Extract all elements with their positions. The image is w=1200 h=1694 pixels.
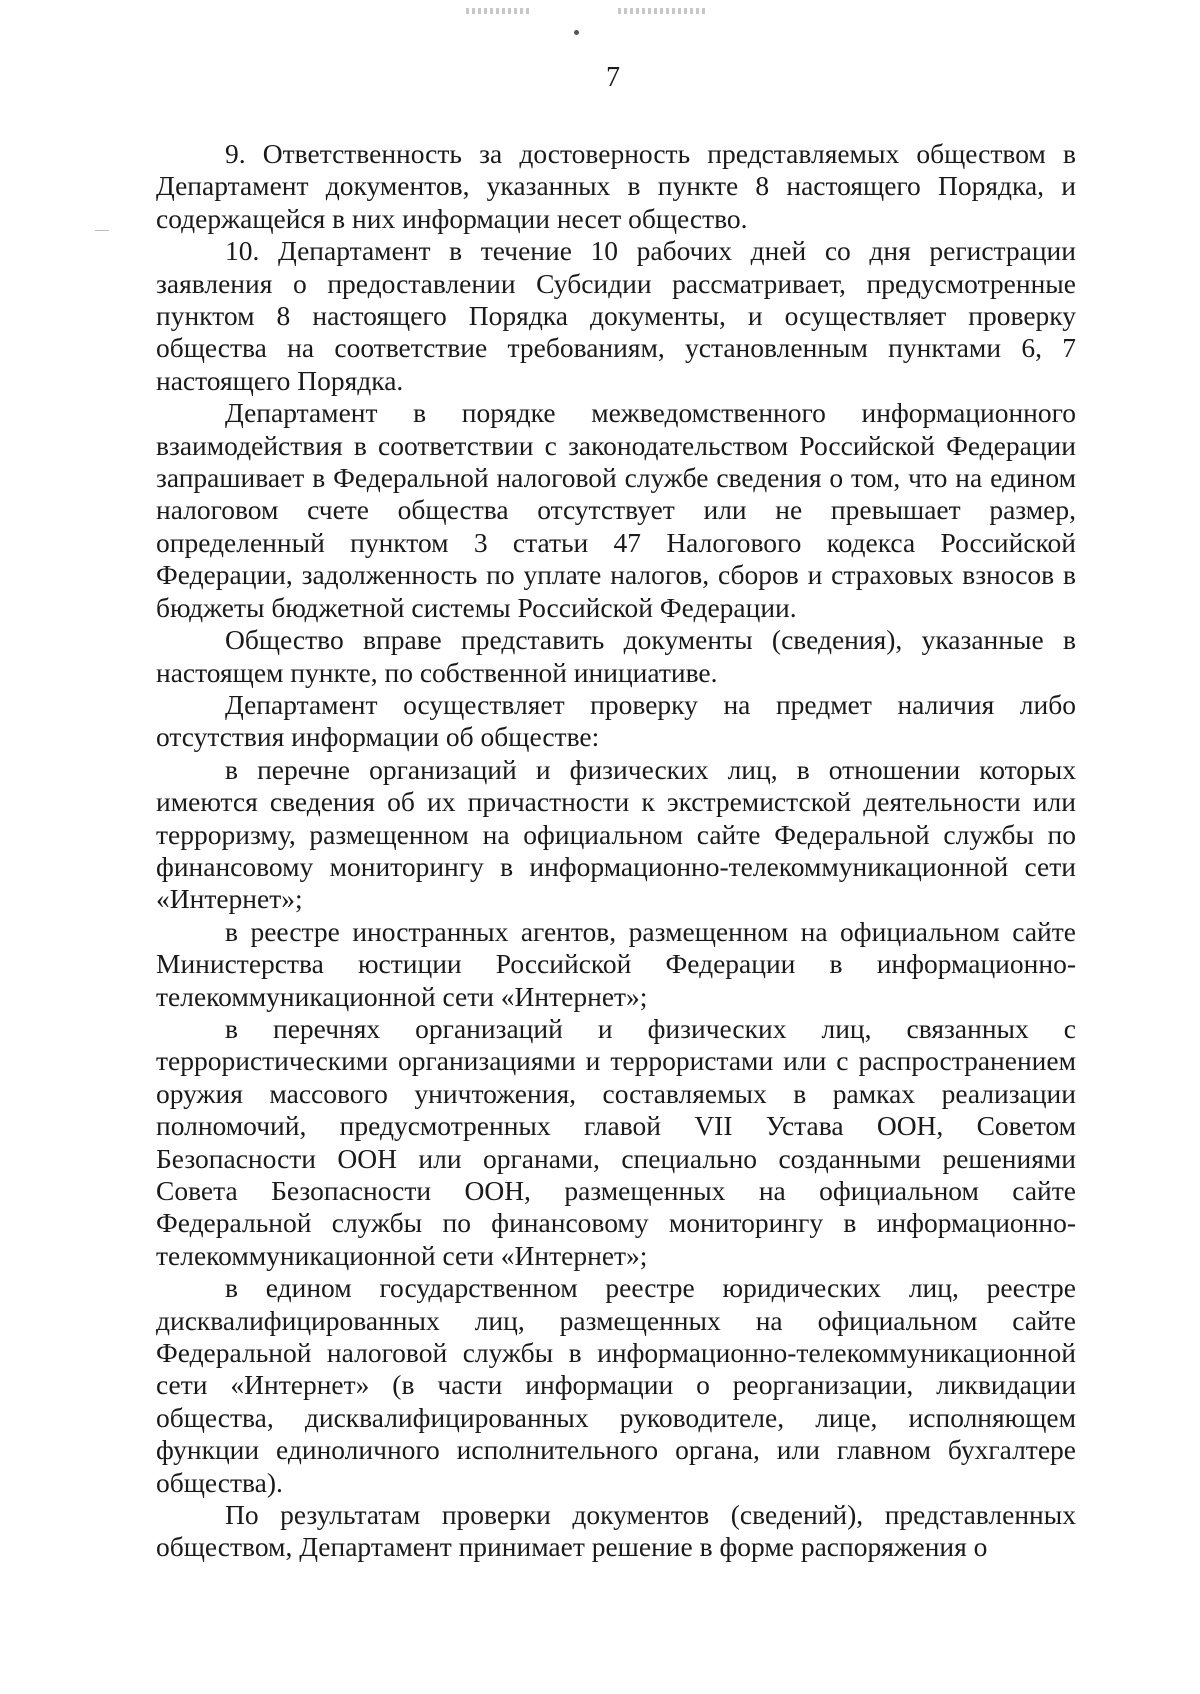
scan-artifact (618, 8, 706, 14)
document-body (156, 138, 1076, 1564)
list-item-terrorism-un: в перечнях организаций и физических лиц, связанных с террористическими организациями и террористами или с распространением оружия массового уничтожения, составляемых в рамках реализации полномочий, предусмотренных главой VII Устава ООН, Советом Безопасности ООН или органами, специально созданными решениями Совета Безопасности ООН, размещенных на официальном сайте Федеральной службы по финансовому мониторингу в информационно-телекоммуникационной сети «Интернет»; (156, 1012, 1076, 1271)
scan-artifact (95, 230, 109, 231)
scan-artifact (466, 8, 530, 14)
paragraph-10: 10. Департамент в течение 10 рабочих дней со дня регистрации заявления о предоставлении Субсидии рассматривает, предусмотренные пунктом 8 настоящего Порядка документы, и осуществляет проверку общества на соответствие требованиям, установленным пунктами 6, 7 настоящего Порядка. (156, 235, 1076, 396)
page-number: 7 (606, 62, 620, 93)
paragraph-decision: По результатам проверки документов (сведений), представленных обществом, Департамент принимает решение в форме распоряжения о (156, 1499, 1076, 1563)
list-item-extremism: в перечне организаций и физических лиц, в отношении которых имеются сведения об их причастности к экстремистской деятельности или терроризму, размещенном на официальном сайте Федеральной службы по финансовому мониторингу в информационно-телекоммуникационной сети «Интернет»; (156, 753, 1076, 915)
paragraph-check-intro: Департамент осуществляет проверку на предмет наличия либо отсутствия информации об обществе: (156, 688, 1076, 753)
list-item-foreign-agents: в реестре иностранных агентов, размещенном на официальном сайте Министерства юстиции Российской Федерации в информационно-телекоммуникационной сети «Интернет»; (156, 915, 1076, 1012)
list-item-egrul: в едином государственном реестре юридических лиц, реестре дисквалифицированных лиц, размещенных на официальном сайте Федеральной налоговой службы в информационно-телекоммуникационной сети «Интернет» (в части информации о реорганизации, ликвидации общества, дисквалифицированных руководителе, лице, исполняющем функции единоличного исполнительного органа, или главном бухгалтере общества). (156, 1272, 1076, 1498)
paragraph-own-initiative: Общество вправе представить документы (сведения), указанные в настоящем пункте, по собственной инициативе. (156, 624, 1076, 688)
scan-artifact (574, 30, 579, 35)
paragraph-9: 9. Ответственность за достоверность представляемых обществом в Департамент документов, указанных в пункте 8 настоящего Порядка, и содержащейся в них информации несет общество. (156, 138, 1076, 234)
paragraph-interagency-request: Департамент в порядке межведомственного информационного взаимодействия в соответствии с законодательством Российской Федерации запрашивает в Федеральной налоговой службе сведения о том, что на едином налоговом счете общества отсутствует или не превышает размер, определенный пунктом 3 статьи 47 Налогового кодекса Российской Федерации, задолженность по уплате налогов, сборов и страховых взносов в бюджеты бюджетной системы Российской Федерации. (156, 397, 1076, 623)
